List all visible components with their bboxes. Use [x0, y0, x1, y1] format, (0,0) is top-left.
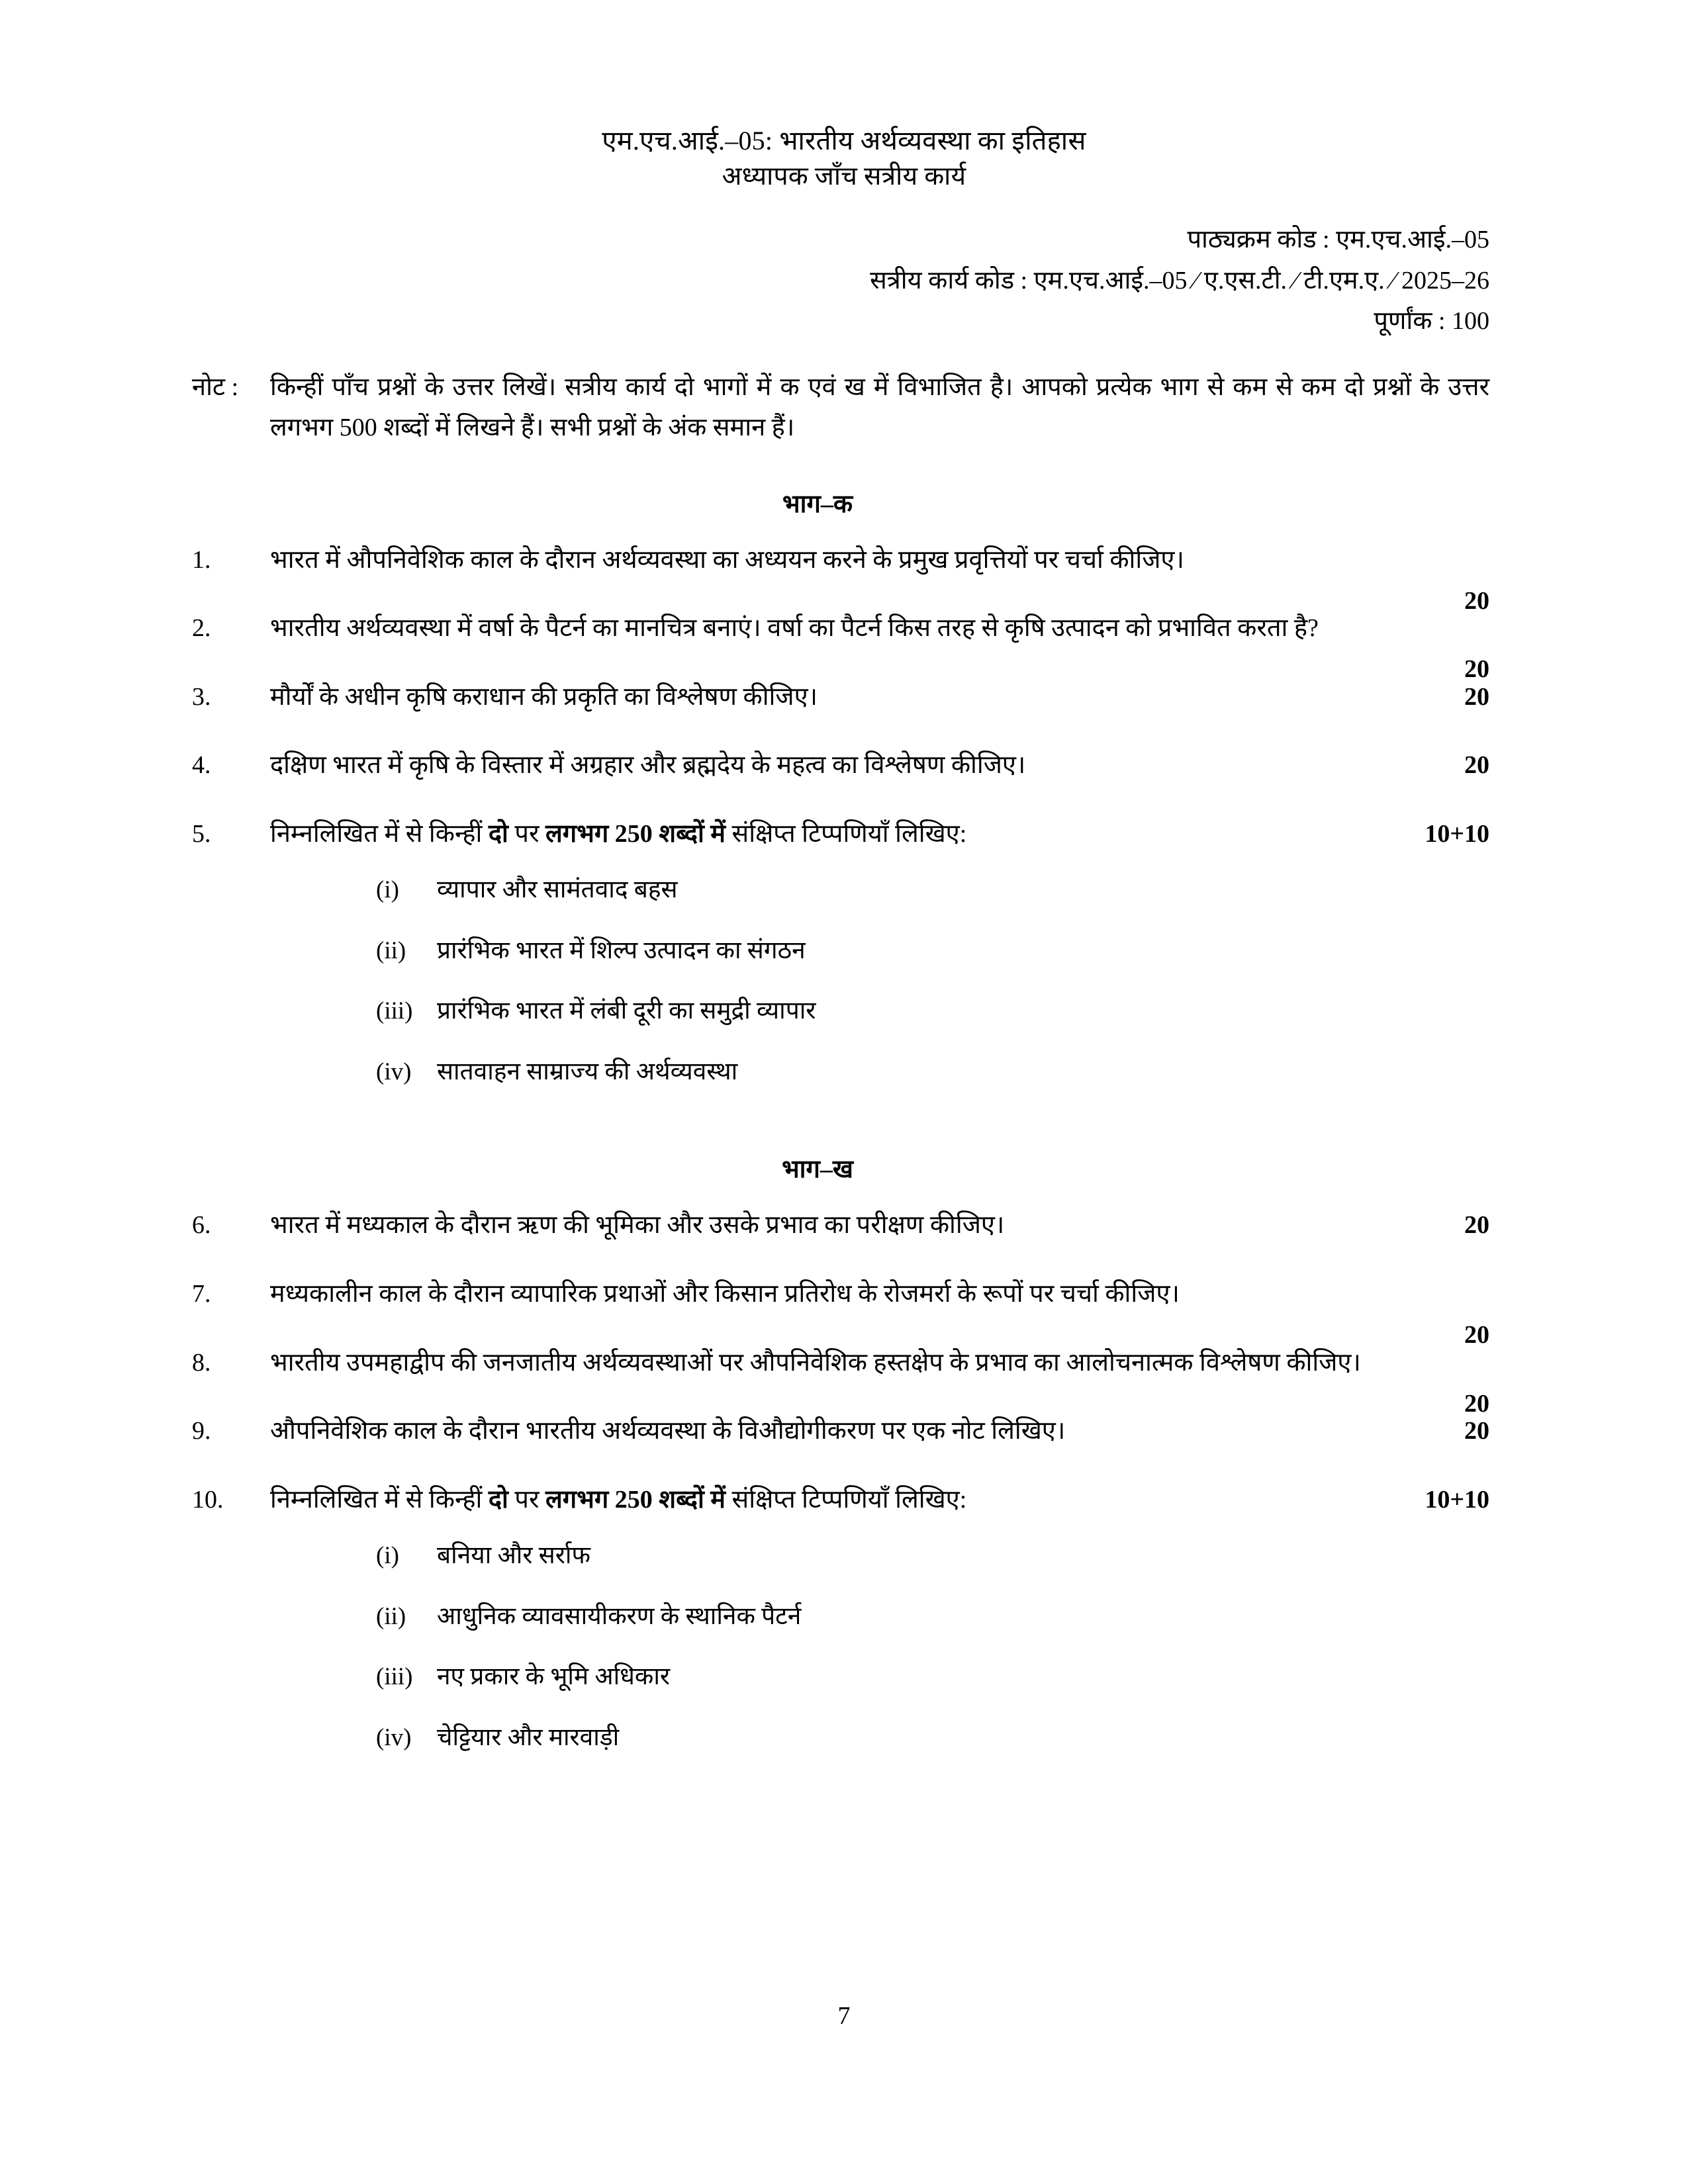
header-meta-block	[0, 220, 1688, 342]
question-marks: 10+10	[1425, 819, 1489, 848]
document-header	[0, 122, 1688, 195]
question-text: भारतीय अर्थव्यवस्था में वर्षा के पैटर्न का मानचित्र बनाएं। वर्षा का पैटर्न किस तरह से कृषि उत्पादन को प्रभावित करता है?	[270, 614, 1319, 643]
note-text: किन्हीं पाँच प्रश्नों के उत्तर लिखें। सत्रीय कार्य दो भागों में क एवं ख में विभाजित है। आपको प्रत्येक भाग से कम से कम दो प्रश्नों के उत्तर लगभग 500 शब्दों में लिखने हैं। सभी प्रश्नों के अंक समान हैं।	[270, 373, 1489, 442]
question-number: 4.	[192, 751, 211, 780]
list-item	[376, 872, 1377, 909]
q5-subitem-list	[270, 872, 1377, 1090]
question-row	[192, 608, 1489, 684]
q5-bold-words: लगभग 250 शब्दों में	[545, 819, 726, 848]
page-title: एम.एच.आई.–05: भारतीय अर्थव्यवस्था का इतिहास	[602, 126, 1086, 156]
question-text: मौर्यों के अधीन कृषि कराधान की प्रकृति का विश्लेषण कीजिए।	[270, 682, 818, 711]
question-row	[192, 1343, 1489, 1418]
q5-bold-two: दो	[488, 819, 508, 848]
list-item	[376, 1054, 1377, 1091]
part-b-question-list	[0, 1205, 1688, 1780]
list-item	[376, 1537, 1377, 1574]
list-item	[376, 1598, 1377, 1635]
subitem-label: (iii)	[376, 997, 413, 1025]
q5-prefix: निम्नलिखित में से किन्हीं	[270, 819, 489, 848]
question-number: 7.	[192, 1280, 211, 1308]
subitem-text: आधुनिक व्यावसायीकरण के स्थानिक पैटर्न	[437, 1602, 802, 1630]
subitem-text: नए प्रकार के भूमि अधिकार	[437, 1663, 671, 1691]
question-number: 6.	[192, 1211, 211, 1240]
question-marks: 20	[1464, 751, 1489, 780]
question-row	[192, 745, 1489, 786]
part-a-question-list	[0, 540, 1688, 1115]
question-row	[192, 677, 1489, 718]
question-text	[270, 814, 1489, 1115]
subitem-label: (ii)	[376, 936, 406, 964]
subitem-label: (iv)	[376, 1723, 412, 1751]
question-row	[192, 1205, 1489, 1246]
question-marks: 20	[1464, 682, 1489, 711]
question-row	[192, 814, 1489, 1115]
question-marks: 20	[1464, 1389, 1489, 1418]
page-number: 7	[837, 2002, 851, 2030]
question-text: दक्षिण भारत में कृषि के विस्तार में अग्रहार और ब्रह्मदेय के महत्व का विश्लेषण कीजिए।	[270, 751, 1026, 780]
question-marks: 10+10	[1425, 1485, 1489, 1514]
question-number: 8.	[192, 1348, 211, 1377]
list-item	[376, 1719, 1377, 1756]
part-a-heading: भाग–क	[782, 490, 853, 518]
q10-bold-words: लगभग 250 शब्दों में	[545, 1485, 726, 1514]
question-row	[192, 540, 1489, 615]
question-text: भारत में औपनिवेशिक काल के दौरान अर्थव्यवस्था का अध्ययन करने के प्रमुख प्रवृत्तियों पर चर्चा कीजिए।	[270, 545, 1184, 574]
q10-bold-two: दो	[488, 1485, 508, 1514]
total-marks: पूर्णांक : 100	[1374, 307, 1489, 336]
subitem-text: प्रारंभिक भारत में शिल्प उत्पादन का संगठन	[437, 936, 806, 964]
q10-middle: पर	[508, 1485, 546, 1514]
list-item	[376, 1659, 1377, 1696]
subitem-label: (iii)	[376, 1663, 413, 1691]
question-marks: 20	[1464, 655, 1489, 684]
question-marks: 20	[1464, 1321, 1489, 1349]
part-b-heading: भाग–ख	[781, 1156, 854, 1184]
question-row	[192, 1480, 1489, 1780]
subitem-text: प्रारंभिक भारत में लंबी दूरी का समुद्री व्यापार	[437, 997, 816, 1025]
question-marks: 20	[1464, 1417, 1489, 1445]
q10-suffix: संक्षिप्त टिप्पणियाँ लिखिए:	[726, 1485, 967, 1514]
q10-subitem-list	[270, 1537, 1377, 1756]
question-row	[192, 1411, 1489, 1452]
question-number: 10.	[192, 1485, 224, 1514]
question-number: 2.	[192, 614, 211, 643]
note-block	[0, 367, 1688, 449]
question-number: 5.	[192, 819, 211, 848]
subitem-text: चेट्टियार और मारवाड़ी	[437, 1723, 620, 1751]
question-marks: 20	[1464, 1211, 1489, 1240]
question-row	[192, 1274, 1489, 1349]
question-marks: 20	[1464, 586, 1489, 615]
assignment-code: सत्रीय कार्य कोड : एम.एच.आई.–05 ⁄ ए.एस.टी. ⁄ टी.एम.ए. ⁄ 2025–26	[870, 266, 1489, 295]
subitem-label: (iv)	[376, 1058, 412, 1085]
question-number: 1.	[192, 545, 211, 574]
subitem-text: सातवाहन साम्राज्य की अर्थव्यवस्था	[437, 1058, 738, 1085]
subitem-label: (i)	[376, 1542, 399, 1570]
list-item	[376, 993, 1377, 1030]
question-text: भारत में मध्यकाल के दौरान ऋण की भूमिका और उसके प्रभाव का परीक्षण कीजिए।	[270, 1211, 1005, 1240]
page-subtitle: अध्यापक जाँच सत्रीय कार्य	[722, 162, 966, 191]
question-number: 3.	[192, 682, 211, 711]
question-text: मध्यकालीन काल के दौरान व्यापारिक प्रथाओं और किसान प्रतिरोध के रोजमर्रा के रूपों पर चर्चा कीजिए।	[270, 1280, 1180, 1308]
question-number: 9.	[192, 1417, 211, 1445]
subitem-text: व्यापार और सामंतवाद बहस	[437, 876, 678, 904]
subitem-label: (ii)	[376, 1602, 406, 1630]
q5-suffix: संक्षिप्त टिप्पणियाँ लिखिए:	[726, 819, 967, 848]
question-text: भारतीय उपमहाद्वीप की जनजातीय अर्थव्यवस्थाओं पर औपनिवेशिक हस्तक्षेप के प्रभाव का आलोचनात्मक विश्लेषण कीजिए।	[270, 1348, 1361, 1377]
q10-prefix: निम्नलिखित में से किन्हीं	[270, 1485, 489, 1514]
question-text: औपनिवेशिक काल के दौरान भारतीय अर्थव्यवस्था के विऔद्योगीकरण पर एक नोट लिखिए।	[270, 1417, 1066, 1445]
course-code: पाठ्यक्रम कोड : एम.एच.आई.–05	[1187, 226, 1489, 253]
list-item	[376, 933, 1377, 970]
subitem-text: बनिया और सर्राफ	[437, 1542, 591, 1570]
subitem-label: (i)	[376, 876, 399, 904]
question-text	[270, 1480, 1489, 1780]
note-label: नोट :	[192, 373, 239, 401]
q5-middle: पर	[508, 819, 546, 848]
